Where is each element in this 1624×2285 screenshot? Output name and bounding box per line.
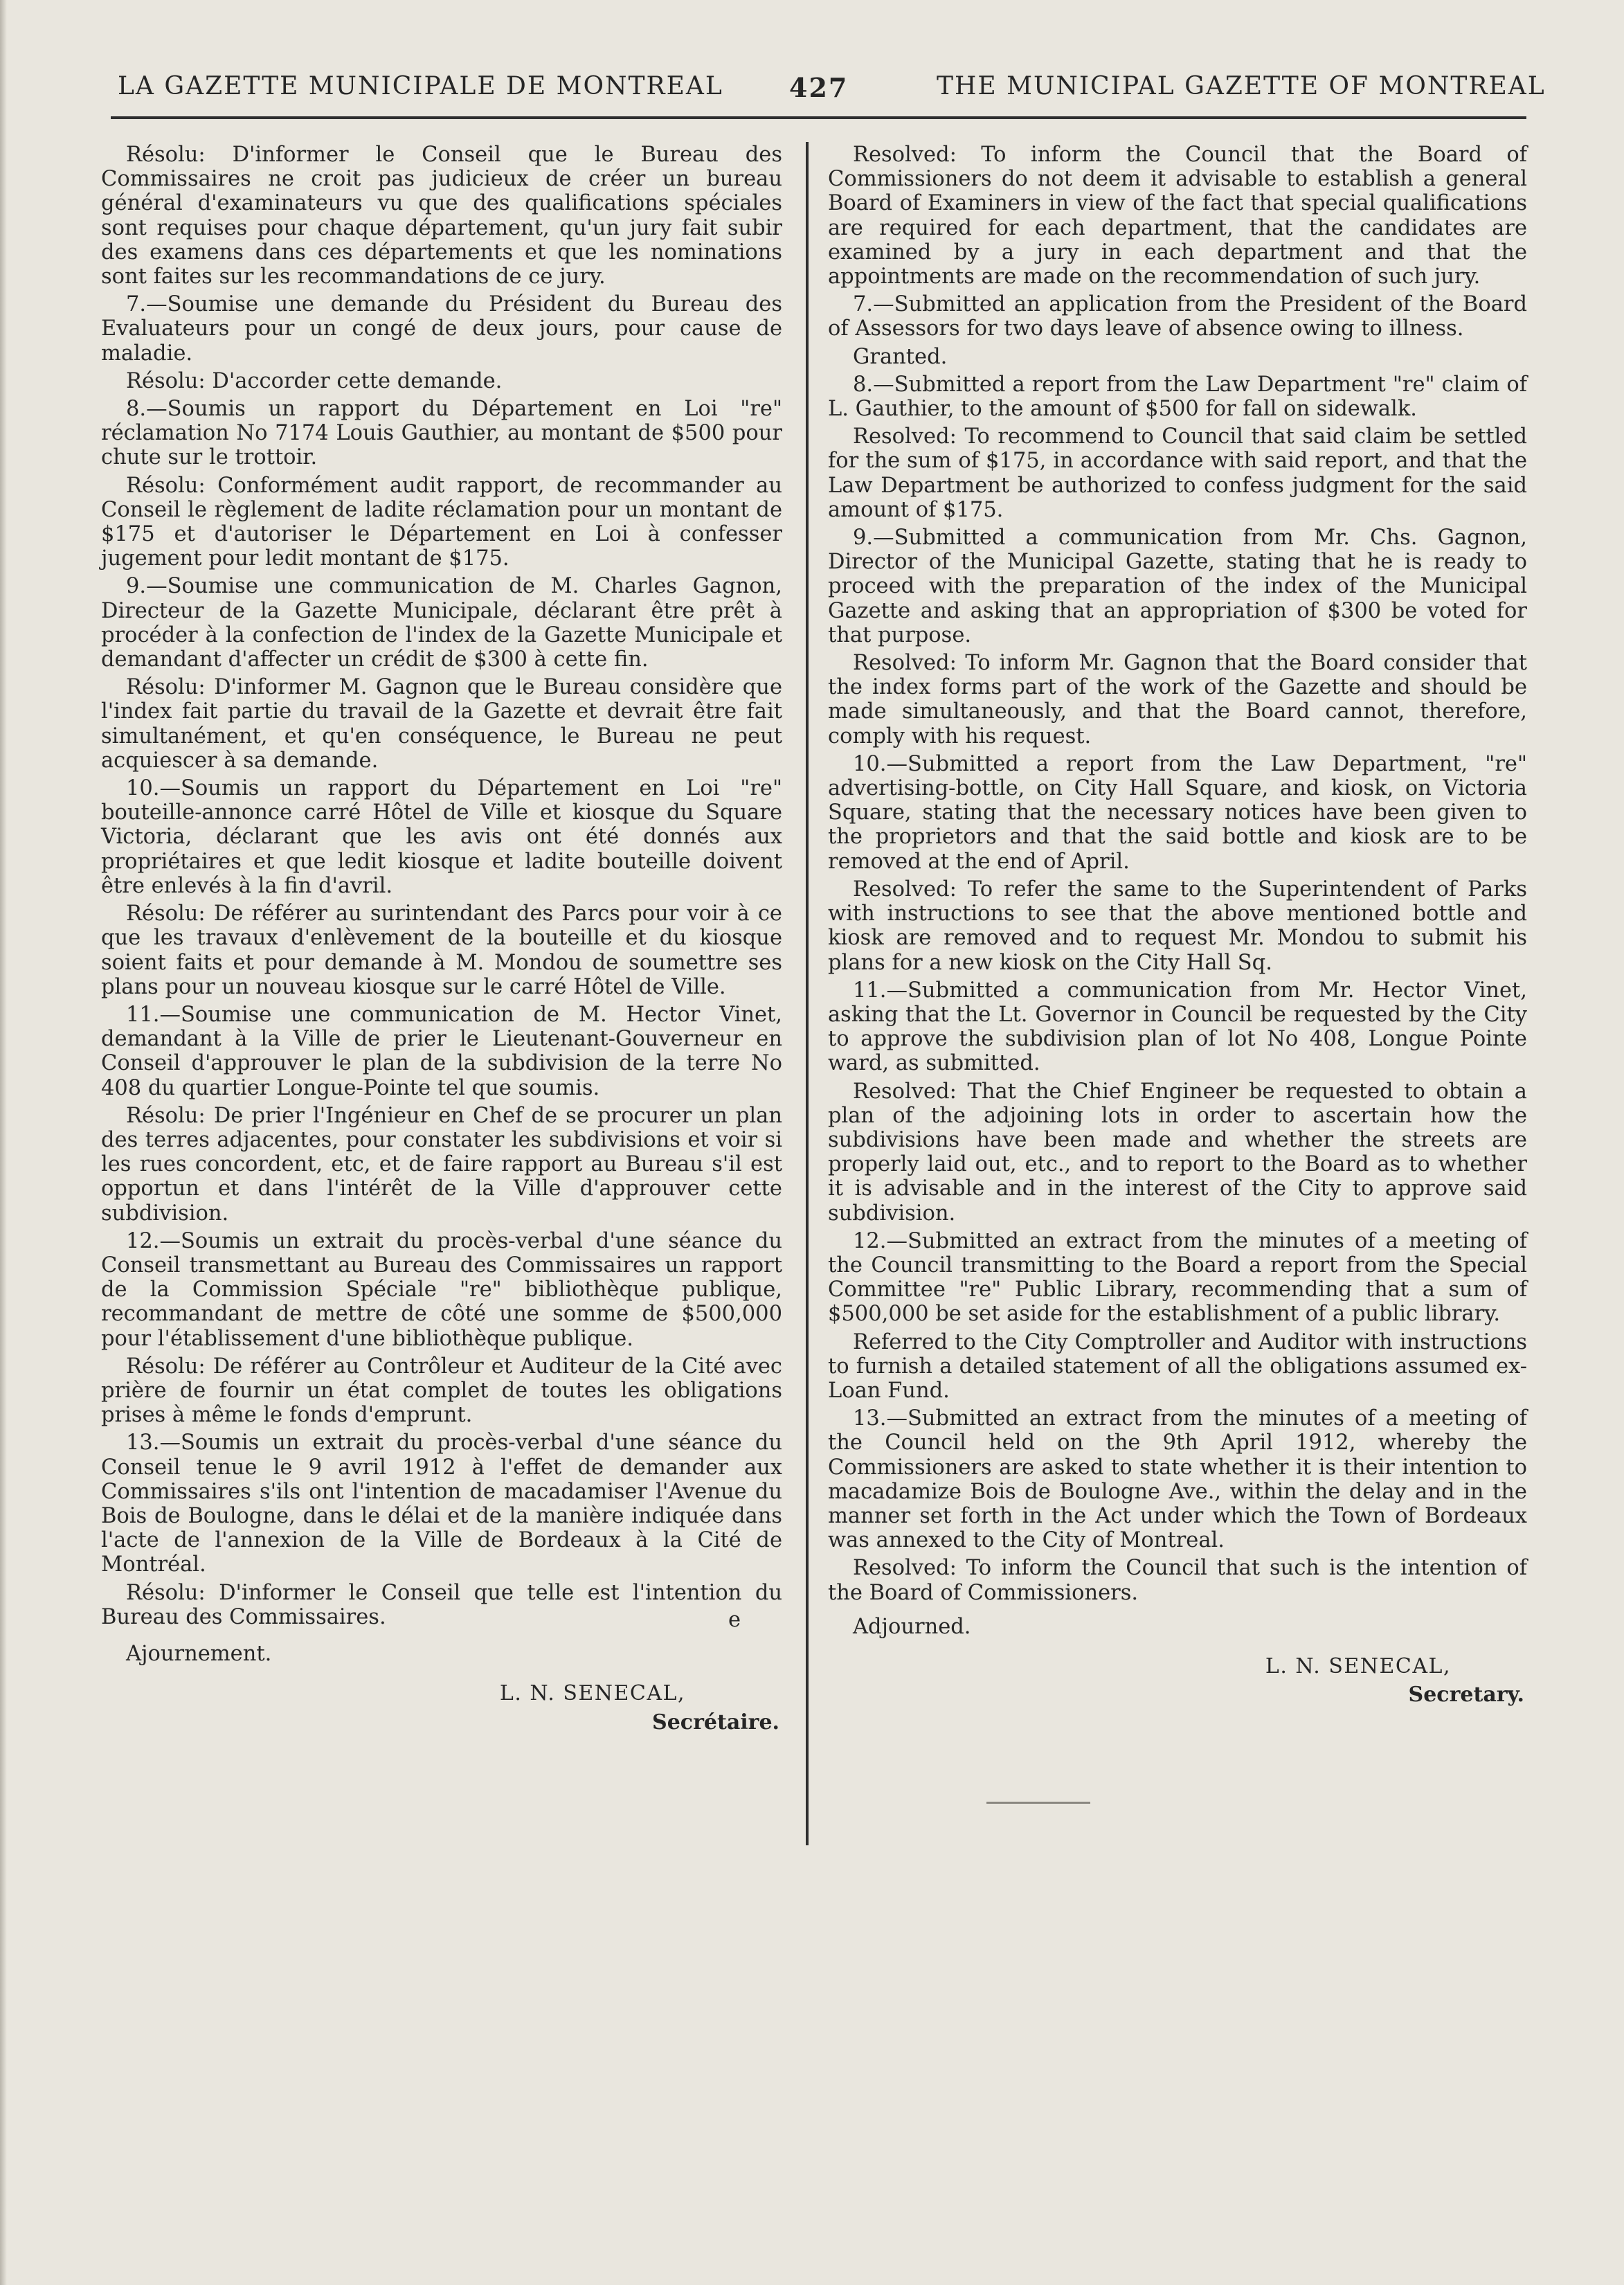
column-divider [806, 142, 809, 1845]
english-signatory-title: Secretary. [1408, 1683, 1524, 1708]
page-number: 427 [789, 72, 849, 103]
french-paragraph: 13.—Soumis un extrait du procès-verbal d'une séance du Conseil tenue le 9 avril 1912 à l'effet de demander aux Commissaires s'ils ont l'intention de macadamiser l'Avenue du Bois de Boulogne, dans le délai et de la manière indiquée dans l'acte de l'annexion de la Ville de Bordeaux à la Cité de Montréal. [101, 1431, 782, 1577]
english-paragraph: Resolved: To inform Mr. Gagnon that the Board consider that the index forms part of the work of the Gazette and should be made simultaneously, and that the Board cannot, therefore, comply with his request. [828, 651, 1527, 749]
english-paragraph: 13.—Submitted an extract from the minutes of a meeting of the Council held on the 9th April 1912, whereby the Commissioners are asked to state whether it is their intention to macadamize Bois de Boulogne Ave., within the delay and in the manner set forth in the Act under which the Town of Bordeaux was annexed to the City of Montreal. [828, 1406, 1527, 1553]
stray-character: e [728, 1607, 741, 1632]
header-english-title: THE MUNICIPAL GAZETTE OF MONTREAL [937, 72, 1546, 100]
french-paragraph: Résolu: D'informer M. Gagnon que le Bureau considère que l'index fait partie du travail de la Gazette et devrait être fait simultanément, et qu'en conséquence, le Bureau ne peut acquiescer à sa demande. [101, 675, 782, 773]
english-paragraph: Granted. [853, 344, 948, 369]
english-closing: Adjourned. [853, 1614, 971, 1639]
french-signatory-title: Secrétaire. [652, 1710, 779, 1735]
header-rule [111, 116, 1526, 119]
french-paragraph: 9.—Soumise une communication de M. Charles Gagnon, Directeur de la Gazette Municipale, déclarant être prêt à procéder à la confection de l'index de la Gazette Municipale et demandant d'affecter un crédit de $300 à cette fin. [101, 574, 782, 672]
english-paragraph: 12.—Submitted an extract from the minutes of a meeting of the Council transmitting to the Board a report from the Special Committee "re" Public Library, recommending that a sum of $500,000 be set aside for the establishment of a public library. [828, 1228, 1527, 1327]
english-paragraph: 8.—Submitted a report from the Law Department "re" claim of L. Gauthier, to the amount of $500 for fall on sidewalk. [828, 372, 1527, 422]
english-paragraph: 11.—Submitted a communication from Mr. Hector Vinet, asking that the Lt. Governor in Council be requested by the City to approve the subdivision plan of lot No 408, Longue Pointe ward, as submitted. [828, 978, 1527, 1076]
english-paragraph: 7.—Submitted an application from the President of the Board of Assessors for two days leave of absence owing to illness. [828, 292, 1527, 341]
french-paragraph: 7.—Soumise une demande du Président du Bureau des Evaluateurs pour un congé de deux jours, pour cause de maladie. [101, 292, 782, 366]
french-paragraph: 12.—Soumis un extrait du procès-verbal d'une séance du Conseil transmettant au Bureau des Commissaires un rapport de la Commission Spéciale "re" bibliothèque publique, recommandant de mettre de côté une somme de $500,000 pour l'établissement d'une bibliothèque publique. [101, 1228, 782, 1351]
english-paragraph: Referred to the City Comptroller and Auditor with instructions to furnish a detailed statement of all the obligations assumed ex-Loan Fund. [828, 1329, 1527, 1403]
english-paragraph: Resolved: To refer the same to the Superintendent of Parks with instructions to see that the above mentioned bottle and kiosk are removed and to request Mr. Mondou to submit his plans for a new kiosk on the City Hall Sq. [828, 877, 1527, 975]
french-signature: L. N. SENECAL, [499, 1681, 685, 1706]
english-paragraph: Resolved: To recommend to Council that said claim be settled for the sum of $175, in accordance with said report, and that the Law Department be authorized to confess judgment for the said amount of $175. [828, 424, 1527, 522]
page-edge-shadow [0, 0, 7, 2285]
french-column [101, 143, 782, 1735]
english-paragraph: Resolved: To inform the Council that the Board of Commissioners do not deem it advisable to establish a general Board of Examiners in view of the fact that special qualifications are required for each department, that the candidates are examined by a jury in each department and that the appointments are made on the recommendation of such jury. [828, 143, 1527, 289]
french-paragraph: Résolu: De prier l'Ingénieur en Chef de se procurer un plan des terres adjacentes, pour constater les subdivisions et voir si les rues concordent, etc, et de faire rapport au Bureau s'il est opportun et dans l'intérêt de la Ville d'approuver cette subdivision. [101, 1103, 782, 1226]
english-paragraph: Resolved: To inform the Council that such is the intention of the Board of Commissioners. [828, 1556, 1527, 1605]
closing-rule [986, 1802, 1090, 1804]
french-paragraph: Résolu: D'informer le Conseil que le Bureau des Commissaires ne croit pas judicieux de créer un bureau général d'examinateurs vu que des qualifications spéciales sont requises pour chaque département, qu'un jury fait subir des examens dans ces départements et que les nominations sont faites sur les recommandations de ce jury. [101, 143, 782, 289]
french-paragraph: 8.—Soumis un rapport du Département en Loi "re" réclamation No 7174 Louis Gauthier, au montant de $500 pour chute sur le trottoir. [101, 397, 782, 470]
french-paragraph: Résolu: Conformément audit rapport, de recommander au Conseil le règlement de ladite réclamation pour un montant de $175 et d'autoriser le Département en Loi à confesser jugement pour ledit montant de $175. [101, 473, 782, 571]
english-paragraph: Resolved: That the Chief Engineer be requested to obtain a plan of the adjoining lots in order to ascertain how the subdivisions have been made and whether the streets are properly laid out, etc., and to report to the Board as to whether it is advisable and in the interest of the City to approve said subdivision. [828, 1079, 1527, 1226]
english-column [828, 143, 1527, 1707]
english-paragraph: 9.—Submitted a communication from Mr. Chs. Gagnon, Director of the Municipal Gazette, stating that he is ready to proceed with the preparation of the index of the Municipal Gazette and asking that an appropriation of $300 be voted for that purpose. [828, 526, 1527, 647]
french-paragraph: Résolu: D'informer le Conseil que telle est l'intention du Bureau des Commissaires. [101, 1580, 782, 1629]
english-signature: L. N. SENECAL, [1265, 1654, 1451, 1678]
french-paragraph: Résolu: De référer au surintendant des Parcs pour voir à ce que les travaux d'enlèvement de la bouteille et du kiosque soient faits et pour demande à M. Mondou de soumettre ses plans pour un nouveau kiosque sur le carré Hôtel de Ville. [101, 902, 782, 999]
french-paragraph: Résolu: D'accorder cette demande. [126, 368, 503, 393]
english-paragraph: 10.—Submitted a report from the Law Department, "re" advertising-bottle, on City Hall Square, and kiosk, on Victoria Square, stating that the necessary notices have been given to the proprietors and that the said bottle and kiosk are to be removed at the end of April. [828, 751, 1527, 874]
french-paragraph: Résolu: De référer au Contrôleur et Auditeur de la Cité avec prière de fournir un état complet de toutes les obligations prises à même le fonds d'emprunt. [101, 1354, 782, 1428]
french-paragraph: 10.—Soumis un rapport du Département en Loi "re" bouteille-annonce carré Hôtel de Ville et kiosque du Square Victoria, déclarant que les avis ont été donnés aux propriétaires et que ledit kiosque et ladite bouteille doivent être enlevés à la fin d'avril. [101, 776, 782, 898]
french-closing: Ajournement. [126, 1642, 272, 1667]
header-french-title: LA GAZETTE MUNICIPALE DE MONTREAL [118, 72, 723, 100]
french-paragraph: 11.—Soumise une communication de M. Hector Vinet, demandant à la Ville de prier le Lieutenant-Gouverneur en Conseil d'approuver le plan de la subdivision de la terre No 408 du quartier Longue-Pointe tel que soumis. [101, 1002, 782, 1100]
